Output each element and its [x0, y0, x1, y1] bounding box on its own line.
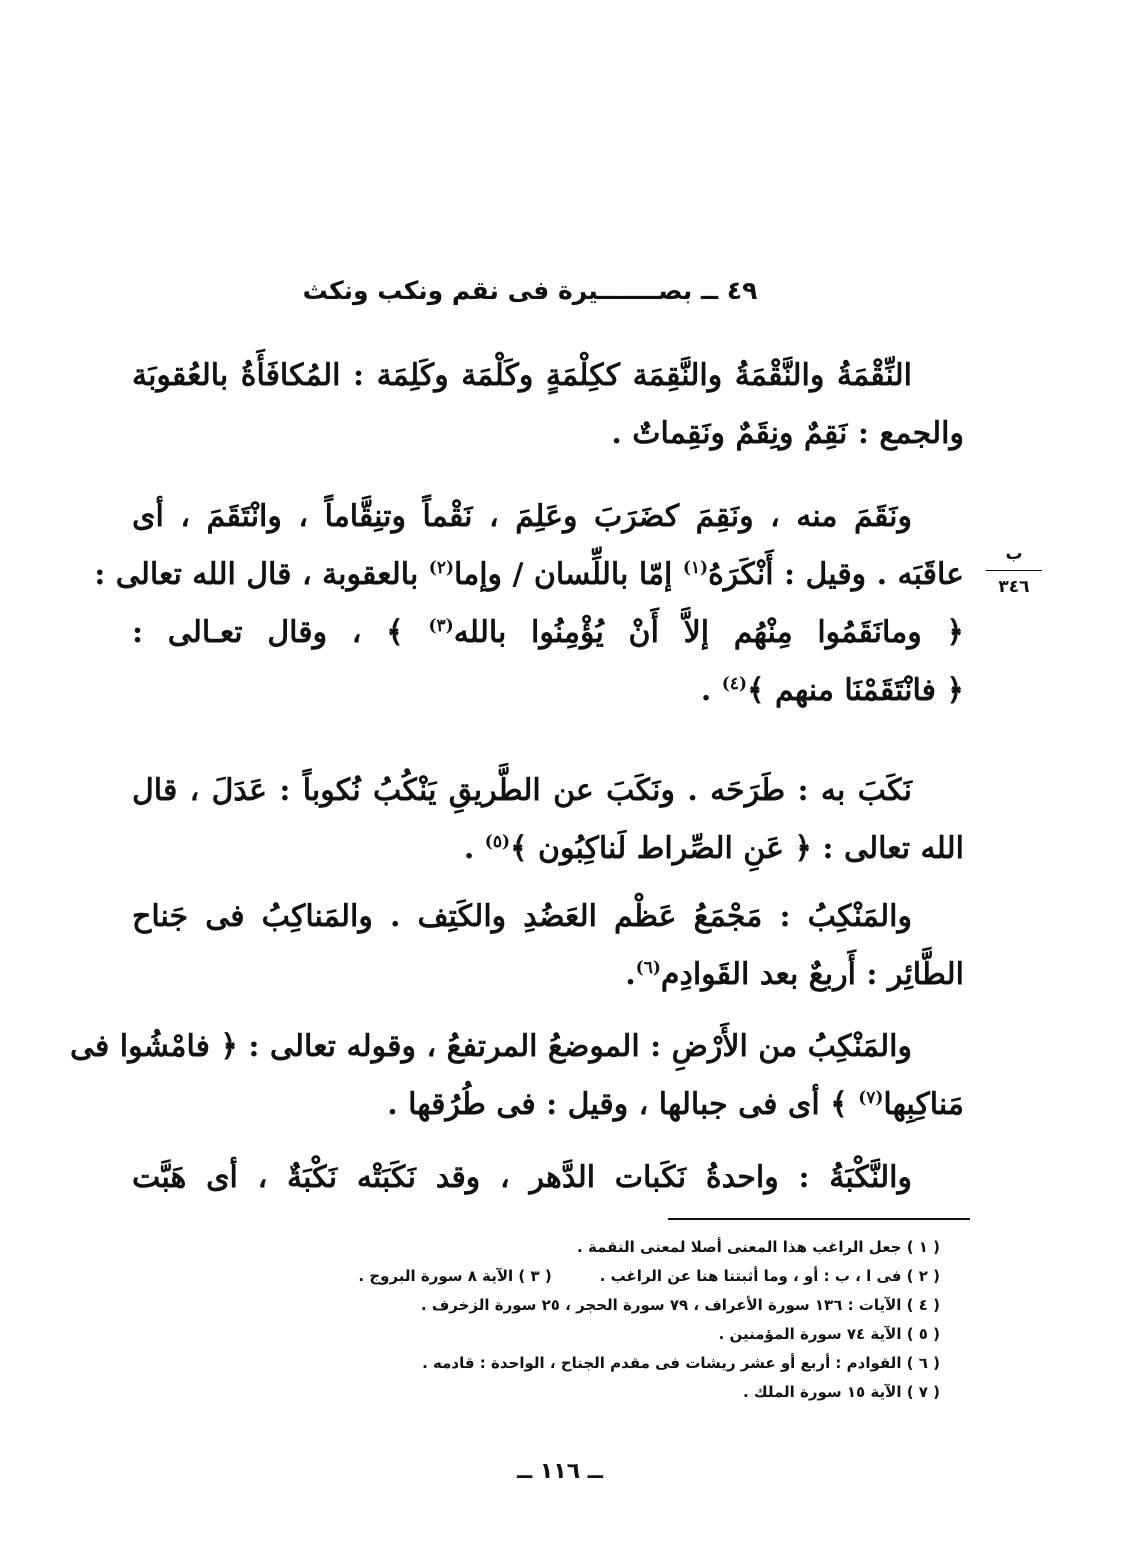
paragraph-naqama	[94, 488, 964, 720]
footnote-ref: (٦)	[635, 958, 661, 978]
footnote-2: ( ٢ ) فى ا ، ب : أو ، وما أثبتنا هنا عن الراغب .	[599, 1267, 940, 1285]
page-number: ــ ١١٦ ــ	[517, 1459, 603, 1484]
margin-rule	[986, 570, 1042, 571]
text-line: ونَقَمَ منه ، ونَقِمَ كضَرَبَ وعَلِمَ ، نَقْماً وتنِقَّاماً ، وانْتَقَمَ ، أى	[132, 499, 912, 534]
paragraph-nakaba	[132, 762, 964, 878]
text-segment: .	[625, 957, 636, 992]
text-line	[132, 604, 964, 662]
text-segment: عاقَبَه . وقيل : أَنْكَرَهُ	[708, 557, 964, 592]
paragraph-mankib-ard	[69, 1018, 964, 1134]
text-line: والمَنْكِبُ من الأَرْضِ : الموضعُ المرتفعُ ، وقوله تعالى : ﴿ فامْشُوا فى	[69, 1029, 912, 1064]
text-segment: ﴾ ، وقال تعـالى :	[132, 615, 404, 650]
text-line: والنَّكْبَةُ : واحدةُ نَكَبات الدَّهر ، وقد نَكَبَتْه نَكْبَةٌ ، أى هَبَّت	[132, 1160, 912, 1195]
footnote-separator	[668, 1218, 970, 1220]
section-heading: ٤٩ ــ بصـــــــيرة فى نقم ونكب ونكث	[302, 276, 758, 305]
text-segment: .	[463, 831, 475, 866]
footnote-1: ( ١ ) جعل الراغب هذا المعنى أصلا لمعنى النقمة .	[577, 1238, 940, 1256]
text-segment: إمّا باللِّسان / وإما	[454, 557, 673, 592]
quran-quote: ﴿ ومانَقَمُوا مِنْهُم إلاَّ أَنْ يُؤْمِنُوا بالله	[453, 615, 964, 650]
footnote-ref: (٣)	[428, 616, 454, 636]
footnote-ref: (٧)	[858, 1088, 884, 1108]
footnote-2-3	[200, 1262, 940, 1291]
text-line: والجمع : نَقِمٌ ونِقَمٌ ونَقِماتٌ .	[611, 416, 964, 451]
footnote-4: ( ٤ ) الآيات : ١٣٦ سورة الأعراف ، ٧٩ سورة الحجر ، ٢٥ سورة الزخرف .	[420, 1296, 940, 1314]
footnote-ref: (٤)	[721, 674, 747, 694]
text-line	[94, 546, 964, 604]
text-line: نَكَبَ به : طَرَحَه . ونَكَبَ عن الطَّريقِ يَنْكُبُ نُكوباً : عَدَلَ ، قال	[132, 773, 912, 808]
footnote-5: ( ٥ ) الآية ٧٤ سورة المؤمنين .	[718, 1325, 940, 1343]
footnote-6: ( ٦ ) القوادم : أربع أو عشر ريشات فى مقدم الجناح ، الواحدة : قادمه .	[422, 1354, 940, 1372]
margin-number: ٣٤٦	[998, 577, 1030, 597]
margin-letter: ب	[1005, 544, 1023, 564]
text-segment: .	[700, 673, 712, 708]
footnote-7: ( ٧ ) الآية ١٥ سورة الملك .	[742, 1383, 940, 1401]
margin-manuscript-note	[986, 542, 1042, 599]
text-segment: ﴾ أى فى جبالها ، وقيل : فى طُرُقها .	[387, 1087, 848, 1122]
quran-quote: الله تعالى : ﴿ عَنِ الصِّراط لَناكِبُون ﴾	[510, 831, 964, 866]
paragraph-niqma	[132, 347, 964, 463]
text-line: والمَنْكِبُ : مَجْمَعُ عَظْم العَضُدِ والكَتِف . والمَناكِبُ فى جَناح	[132, 899, 912, 934]
footnote-3: ( ٣ ) الآية ٨ سورة البروج .	[358, 1267, 552, 1285]
text-line	[132, 662, 964, 720]
text-line	[132, 946, 964, 1004]
paragraph-nakba	[132, 1149, 964, 1207]
text-line	[132, 820, 964, 878]
footnotes	[200, 1233, 940, 1407]
text-segment: بالعقوبة ، قال الله تعالى :	[94, 557, 419, 592]
footnote-ref: (٥)	[484, 832, 510, 852]
quran-quote: ﴿ فانْتَقَمْنَا منهم ﴾	[746, 673, 964, 708]
paragraph-mankib	[132, 888, 964, 1004]
footnote-ref: (٢)	[428, 558, 454, 578]
text-line: النِّقْمَةُ والنَّقْمَةُ والنَّقِمَة ككِلْمَةٍ وكَلْمَة وكَلِمَة : المُكافَأَةُ بالعُقوبَة	[132, 358, 912, 393]
quran-quote: مَناكِبِها	[883, 1087, 964, 1122]
footnote-ref: (١)	[682, 558, 709, 578]
text-line	[132, 1076, 964, 1134]
text-segment: الطَّائِر : أَربعٌ بعد القَوادِم	[660, 957, 964, 992]
